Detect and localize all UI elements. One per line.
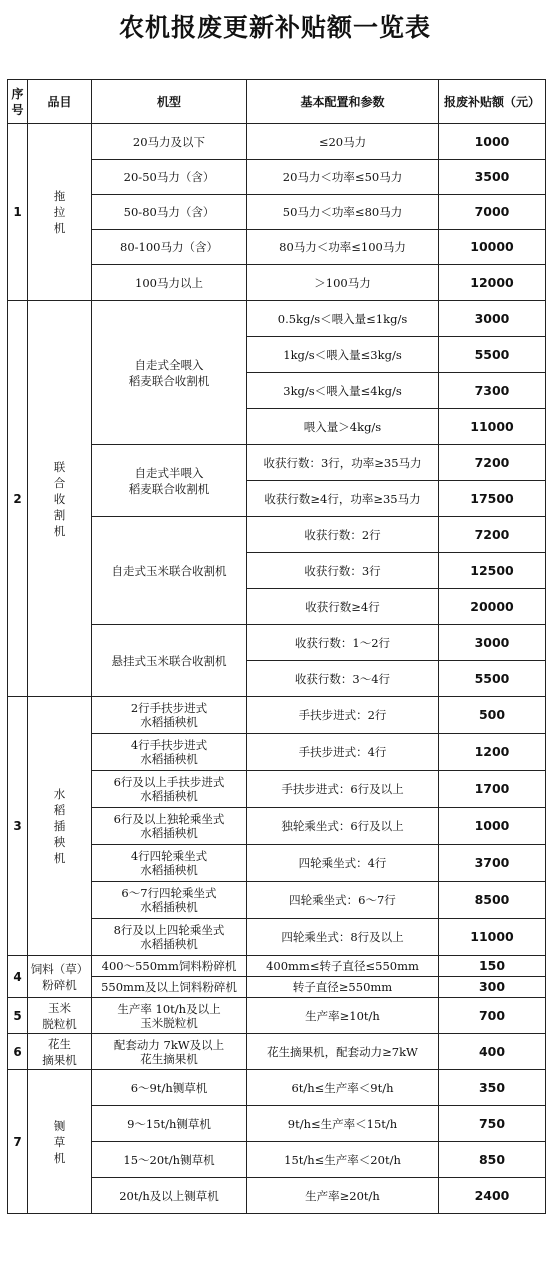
amount-cell: 1200 (439, 734, 546, 771)
config-cell: ＞100马力 (247, 265, 439, 301)
table-row (8, 998, 546, 1034)
model-cell: 6～9t/h铡草机 (92, 1070, 247, 1106)
table-row (8, 124, 546, 160)
model-cell: 6～7行四轮乘坐式 水稻插秧机 (92, 882, 247, 919)
amount-cell: 7200 (439, 445, 546, 481)
model-cell: 80-100马力（含） (92, 230, 247, 265)
amount-cell: 20000 (439, 589, 546, 625)
amount-cell: 350 (439, 1070, 546, 1106)
category-cell: 联合收割机 (28, 301, 92, 697)
amount-cell: 150 (439, 956, 546, 977)
page-title: 农机报废更新补贴额一览表 (118, 13, 431, 42)
seq-cell: 7 (8, 1070, 28, 1214)
amount-cell: 7300 (439, 373, 546, 409)
seq-cell: 5 (8, 998, 28, 1034)
amount-cell: 5500 (439, 661, 546, 697)
model-cell: 自走式玉米联合收割机 (92, 517, 247, 625)
amount-cell: 12500 (439, 553, 546, 589)
model-cell: 6行及以上独轮乘坐式 水稻插秧机 (92, 808, 247, 845)
amount-cell: 2400 (439, 1178, 546, 1214)
header-row (8, 80, 546, 124)
config-cell: 四轮乘坐式：4行 (247, 845, 439, 882)
config-cell: 四轮乘坐式：6～7行 (247, 882, 439, 919)
model-cell: 自走式半喂入 稻麦联合收割机 (92, 445, 247, 517)
seq-cell: 1 (8, 124, 28, 301)
amount-cell: 850 (439, 1142, 546, 1178)
config-cell: 收获行数：2行 (247, 517, 439, 553)
config-cell: 手扶步进式：6行及以上 (247, 771, 439, 808)
model-cell: 自走式全喂入 稻麦联合收割机 (92, 301, 247, 445)
config-cell: ≤20马力 (247, 124, 439, 160)
model-cell: 2行手扶步进式 水稻插秧机 (92, 697, 247, 734)
config-cell: 收获行数：1～2行 (247, 625, 439, 661)
config-cell: 手扶步进式：2行 (247, 697, 439, 734)
amount-cell: 17500 (439, 481, 546, 517)
seq-cell: 6 (8, 1034, 28, 1070)
model-cell: 8行及以上四轮乘坐式 水稻插秧机 (92, 919, 247, 956)
seq-cell: 3 (8, 697, 28, 956)
amount-cell: 8500 (439, 882, 546, 919)
model-cell: 生产率 10t/h及以上 玉米脱粒机 (92, 998, 247, 1034)
config-cell: 生产率≥10t/h (247, 998, 439, 1034)
config-cell: 6t/h≤生产率＜9t/h (247, 1070, 439, 1106)
config-cell: 收获行数≥4行 (247, 589, 439, 625)
model-cell: 550mm及以上饲料粉碎机 (92, 977, 247, 998)
subsidy-table (7, 79, 546, 1214)
amount-cell: 3000 (439, 625, 546, 661)
model-cell: 4行四轮乘坐式 水稻插秧机 (92, 845, 247, 882)
amount-cell: 7200 (439, 517, 546, 553)
model-cell: 20马力及以下 (92, 124, 247, 160)
config-cell: 喂入量＞4kg/s (247, 409, 439, 445)
model-cell: 15～20t/h铡草机 (92, 1142, 247, 1178)
amount-cell: 750 (439, 1106, 546, 1142)
header-amount: 报废补贴额（元） (439, 80, 546, 124)
model-cell: 400～550mm饲料粉碎机 (92, 956, 247, 977)
model-cell: 6行及以上手扶步进式 水稻插秧机 (92, 771, 247, 808)
model-cell: 20-50马力（含） (92, 160, 247, 195)
config-cell: 收获行数：3行 (247, 553, 439, 589)
amount-cell: 10000 (439, 230, 546, 265)
config-cell: 收获行数：3行，功率≥35马力 (247, 445, 439, 481)
category-cell: 水稻插秧机 (28, 697, 92, 956)
category-cell: 饲料（草） 粉碎机 (28, 956, 92, 998)
model-cell: 50-80马力（含） (92, 195, 247, 230)
header-model: 机型 (92, 80, 247, 124)
amount-cell: 11000 (439, 409, 546, 445)
config-cell: 50马力＜功率≤80马力 (247, 195, 439, 230)
category-cell: 拖拉机 (28, 124, 92, 301)
category-cell: 玉米 脱粒机 (28, 998, 92, 1034)
config-cell: 收获行数≥4行，功率≥35马力 (247, 481, 439, 517)
header-seq: 序号 (8, 80, 28, 124)
config-cell: 20马力＜功率≤50马力 (247, 160, 439, 195)
model-cell: 100马力以上 (92, 265, 247, 301)
model-cell: 4行手扶步进式 水稻插秧机 (92, 734, 247, 771)
config-cell: 0.5kg/s＜喂入量≤1kg/s (247, 301, 439, 337)
config-cell: 生产率≥20t/h (247, 1178, 439, 1214)
config-cell: 3kg/s＜喂入量≤4kg/s (247, 373, 439, 409)
config-cell: 转子直径≥550mm (247, 977, 439, 998)
seq-cell: 4 (8, 956, 28, 998)
config-cell: 80马力＜功率≤100马力 (247, 230, 439, 265)
header-config: 基本配置和参数 (247, 80, 439, 124)
amount-cell: 11000 (439, 919, 546, 956)
config-cell: 花生摘果机，配套动力≥7kW (247, 1034, 439, 1070)
amount-cell: 12000 (439, 265, 546, 301)
seq-cell: 2 (8, 301, 28, 697)
config-cell: 400mm≤转子直径≤550mm (247, 956, 439, 977)
config-cell: 收获行数：3～4行 (247, 661, 439, 697)
model-cell: 9～15t/h铡草机 (92, 1106, 247, 1142)
amount-cell: 3500 (439, 160, 546, 195)
amount-cell: 300 (439, 977, 546, 998)
table-row (8, 1070, 546, 1106)
table-row (8, 697, 546, 734)
amount-cell: 3000 (439, 301, 546, 337)
category-cell: 花生 摘果机 (28, 1034, 92, 1070)
model-cell: 配套动力 7kW及以上 花生摘果机 (92, 1034, 247, 1070)
amount-cell: 700 (439, 998, 546, 1034)
amount-cell: 5500 (439, 337, 546, 373)
table-row (8, 956, 546, 977)
table-body (8, 124, 546, 1214)
config-cell: 1kg/s＜喂入量≤3kg/s (247, 337, 439, 373)
table-row (8, 1034, 546, 1070)
amount-cell: 400 (439, 1034, 546, 1070)
amount-cell: 1000 (439, 124, 546, 160)
category-cell: 铡草机 (28, 1070, 92, 1214)
config-cell: 15t/h≤生产率＜20t/h (247, 1142, 439, 1178)
config-cell: 独轮乘坐式：6行及以上 (247, 808, 439, 845)
amount-cell: 500 (439, 697, 546, 734)
model-cell: 悬挂式玉米联合收割机 (92, 625, 247, 697)
config-cell: 四轮乘坐式：8行及以上 (247, 919, 439, 956)
amount-cell: 1000 (439, 808, 546, 845)
table-row (8, 301, 546, 337)
amount-cell: 1700 (439, 771, 546, 808)
header-category: 品目 (28, 80, 92, 124)
amount-cell: 3700 (439, 845, 546, 882)
amount-cell: 7000 (439, 195, 546, 230)
model-cell: 20t/h及以上铡草机 (92, 1178, 247, 1214)
config-cell: 9t/h≤生产率＜15t/h (247, 1106, 439, 1142)
config-cell: 手扶步进式：4行 (247, 734, 439, 771)
